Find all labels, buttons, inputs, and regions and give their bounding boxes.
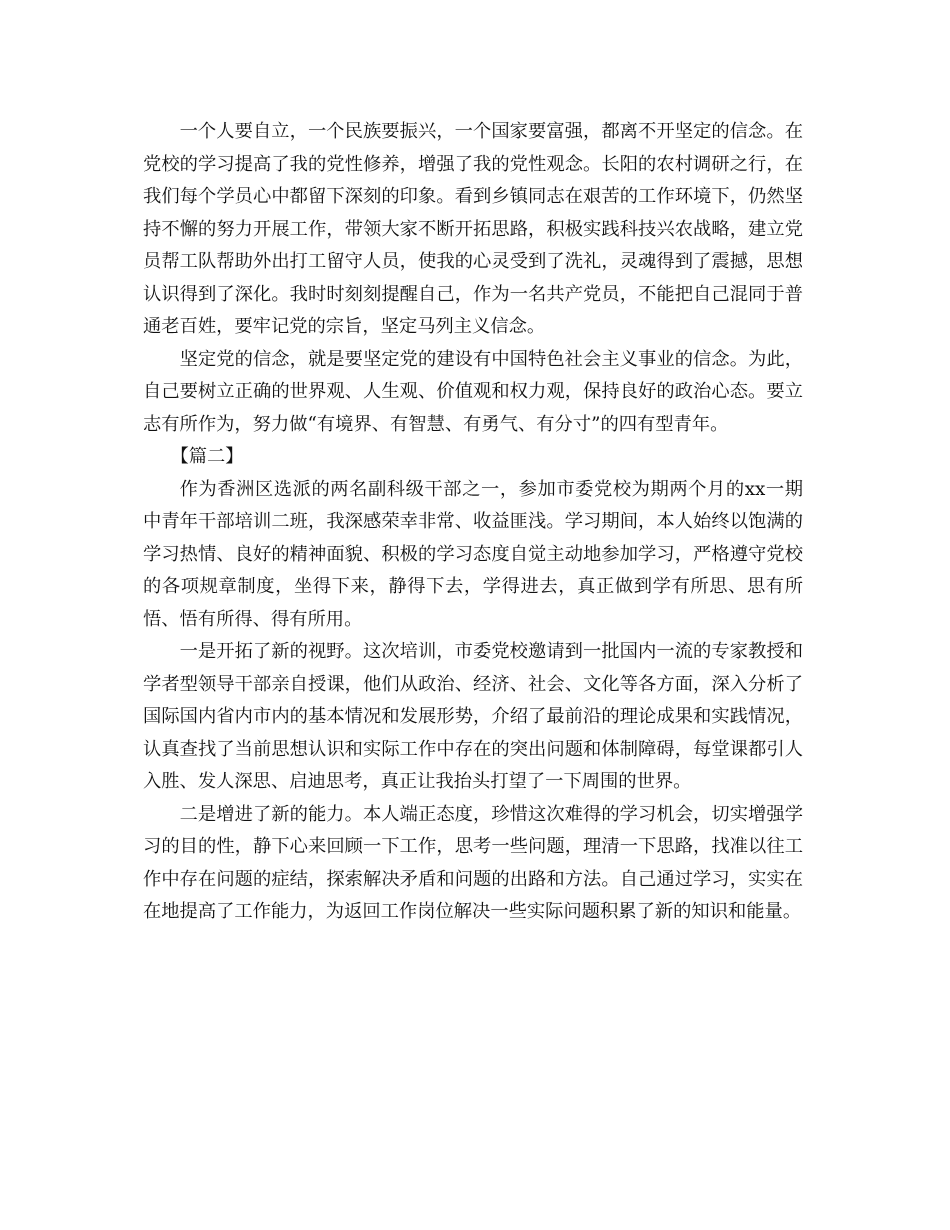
document-body <box>143 116 803 929</box>
paragraph-3: 作为香洲区选派的两名副科级干部之一，参加市委党校为期两个月的xx一期中青年干部培训二班，我深感荣幸非常、收益匪浅。学习期间，本人始终以饱满的学习热情、良好的精神面貌、积极的学习态度自觉主动地参加学习，严格遵守党校的各项规章制度，坐得下来，静得下去，学得进去，真正做到学有所思、思有所悟、悟有所得、得有所用。 <box>143 478 803 630</box>
paragraph-1: 一个人要自立，一个民族要振兴，一个国家要富强，都离不开坚定的信念。在党校的学习提高了我的党性修养，增强了我的党性观念。长阳的农村调研之行，在我们每个学员心中都留下深刻的印象。看到乡镇同志在艰苦的工作环境下，仍然坚持不懈的努力开展工作，带领大家不断开拓思路，积极实践科技兴农战略，建立党员帮工队帮助外出打工留守人员，使我的心灵受到了洗礼，灵魂得到了震撼，思想认识得到了深化。我时时刻刻提醒自己，作为一名共产党员，不能把自己混同于普通老百姓，要牢记党的宗旨，坚定马列主义信念。 <box>143 121 803 337</box>
paragraph-5: 二是增进了新的能力。本人端正态度，珍惜这次难得的学习机会，切实增强学习的目的性，静下心来回顾一下工作，思考一些问题，理清一下思路，找准以往工作中存在问题的症结，探索解决矛盾和问题的出路和方法。自己通过学习，实实在在地提高了工作能力，为返回工作岗位解决一些实际问题积累了新的知识和能量。 <box>143 803 803 922</box>
paragraph-2: 坚定党的信念，就是要坚定党的建设有中国特色社会主义事业的信念。为此，自己要树立正确的世界观、人生观、价值观和权力观，保持良好的政治心态。要立志有所作为，努力做“有境界、有智慧、有勇气、有分寸”的四有型青年。 <box>143 348 803 435</box>
section-heading: 【篇二】 <box>170 446 244 467</box>
paragraph-4: 一是开拓了新的视野。这次培训，市委党校邀请到一批国内一流的专家教授和学者型领导干部亲自授课，他们从政治、经济、社会、文化等各方面，深入分析了国际国内省内市内的基本情况和发展形势，介绍了最前沿的理论成果和实践情况，认真查找了当前思想认识和实际工作中存在的突出问题和体制障碍，每堂课都引人入胜、发人深思、启迪思考，真正让我抬头打望了一下周围的世界。 <box>143 641 803 792</box>
